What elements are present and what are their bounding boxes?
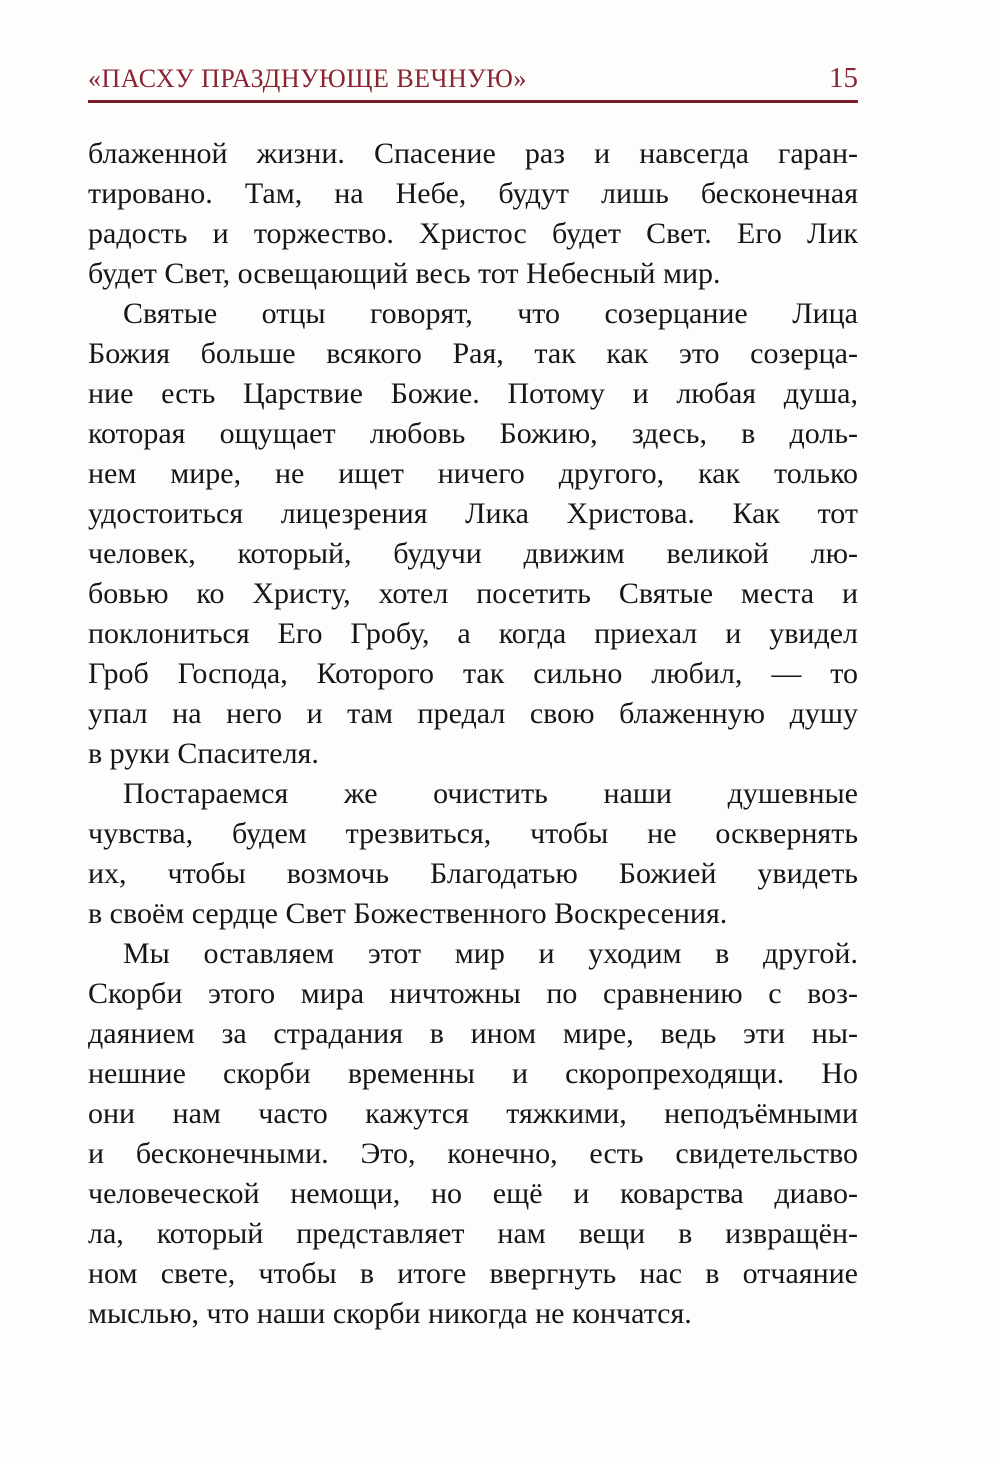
text-line: Гроб Господа, Которого так сильно любил, — то xyxy=(88,657,858,690)
text-line: упал на него и там предал свою блаженную душу xyxy=(88,697,858,730)
text-line: человеческой немощи, но ещё и коварства диаво- xyxy=(88,1177,858,1210)
text-line: даянием за страдания в ином мире, ведь эти ны- xyxy=(88,1017,858,1050)
text-line: которая ощущает любовь Божию, здесь, в доль- xyxy=(88,417,858,450)
text-line: их, чтобы возмочь Благодатью Божией увидеть xyxy=(88,857,858,890)
text-line: радость и торжество. Христос будет Свет. Его Лик xyxy=(88,217,858,250)
text-line: поклониться Его Гробу, а когда приехал и увидел xyxy=(88,617,858,650)
text-line: они нам часто кажутся тяжкими, неподъёмными xyxy=(88,1097,858,1130)
page-content xyxy=(88,64,858,1334)
text-line: тировано. Там, на Небе, будут лишь бесконечная xyxy=(88,177,858,210)
text-line: бовью ко Христу, хотел посетить Святые места и xyxy=(88,577,858,610)
text-line: нем мире, не ищет ничего другого, как только xyxy=(88,457,858,490)
text-line: чувства, будем трезвиться, чтобы не осквернять xyxy=(88,817,858,850)
text-line: человек, который, будучи движим великой лю- xyxy=(88,537,858,570)
text-line: ла, который представляет нам вещи в извращён- xyxy=(88,1217,858,1250)
text-line: ние есть Царствие Божие. Потому и любая душа, xyxy=(88,377,858,410)
text-line: в руки Спасителя. xyxy=(88,737,319,770)
text-line: Божия больше всякого Рая, так как это созерца- xyxy=(88,337,858,370)
page-number: 15 xyxy=(829,62,858,94)
text-line: блаженной жизни. Спасение раз и навсегда гаран- xyxy=(88,137,858,170)
text-line: в своём сердце Свет Божественного Воскресения. xyxy=(88,897,728,930)
text-line: и бесконечными. Это, конечно, есть свидетельство xyxy=(88,1137,858,1170)
body-text xyxy=(88,134,858,1334)
running-title: «ПАСХУ ПРАЗДНУЮЩЕ ВЕЧНУЮ» xyxy=(88,64,527,93)
text-line: мыслью, что наши скорби никогда не кончатся. xyxy=(88,1297,692,1330)
text-line: нешние скорби временны и скоропреходящи. Но xyxy=(88,1057,858,1090)
text-line: Скорби этого мира ничтожны по сравнению с воз- xyxy=(88,977,858,1010)
text-line: Мы оставляем этот мир и уходим в другой. xyxy=(123,937,858,970)
text-line: Постараемся же очистить наши душевные xyxy=(123,777,858,810)
text-line: Святые отцы говорят, что созерцание Лица xyxy=(123,297,858,330)
text-line: удостоиться лицезрения Лика Христова. Как тот xyxy=(88,497,858,530)
page-header xyxy=(88,64,858,93)
header-rule xyxy=(88,100,858,103)
text-line: ном свете, чтобы в итоге ввергнуть нас в отчаяние xyxy=(88,1257,858,1290)
text-line: будет Свет, освещающий весь тот Небесный мир. xyxy=(88,257,721,290)
